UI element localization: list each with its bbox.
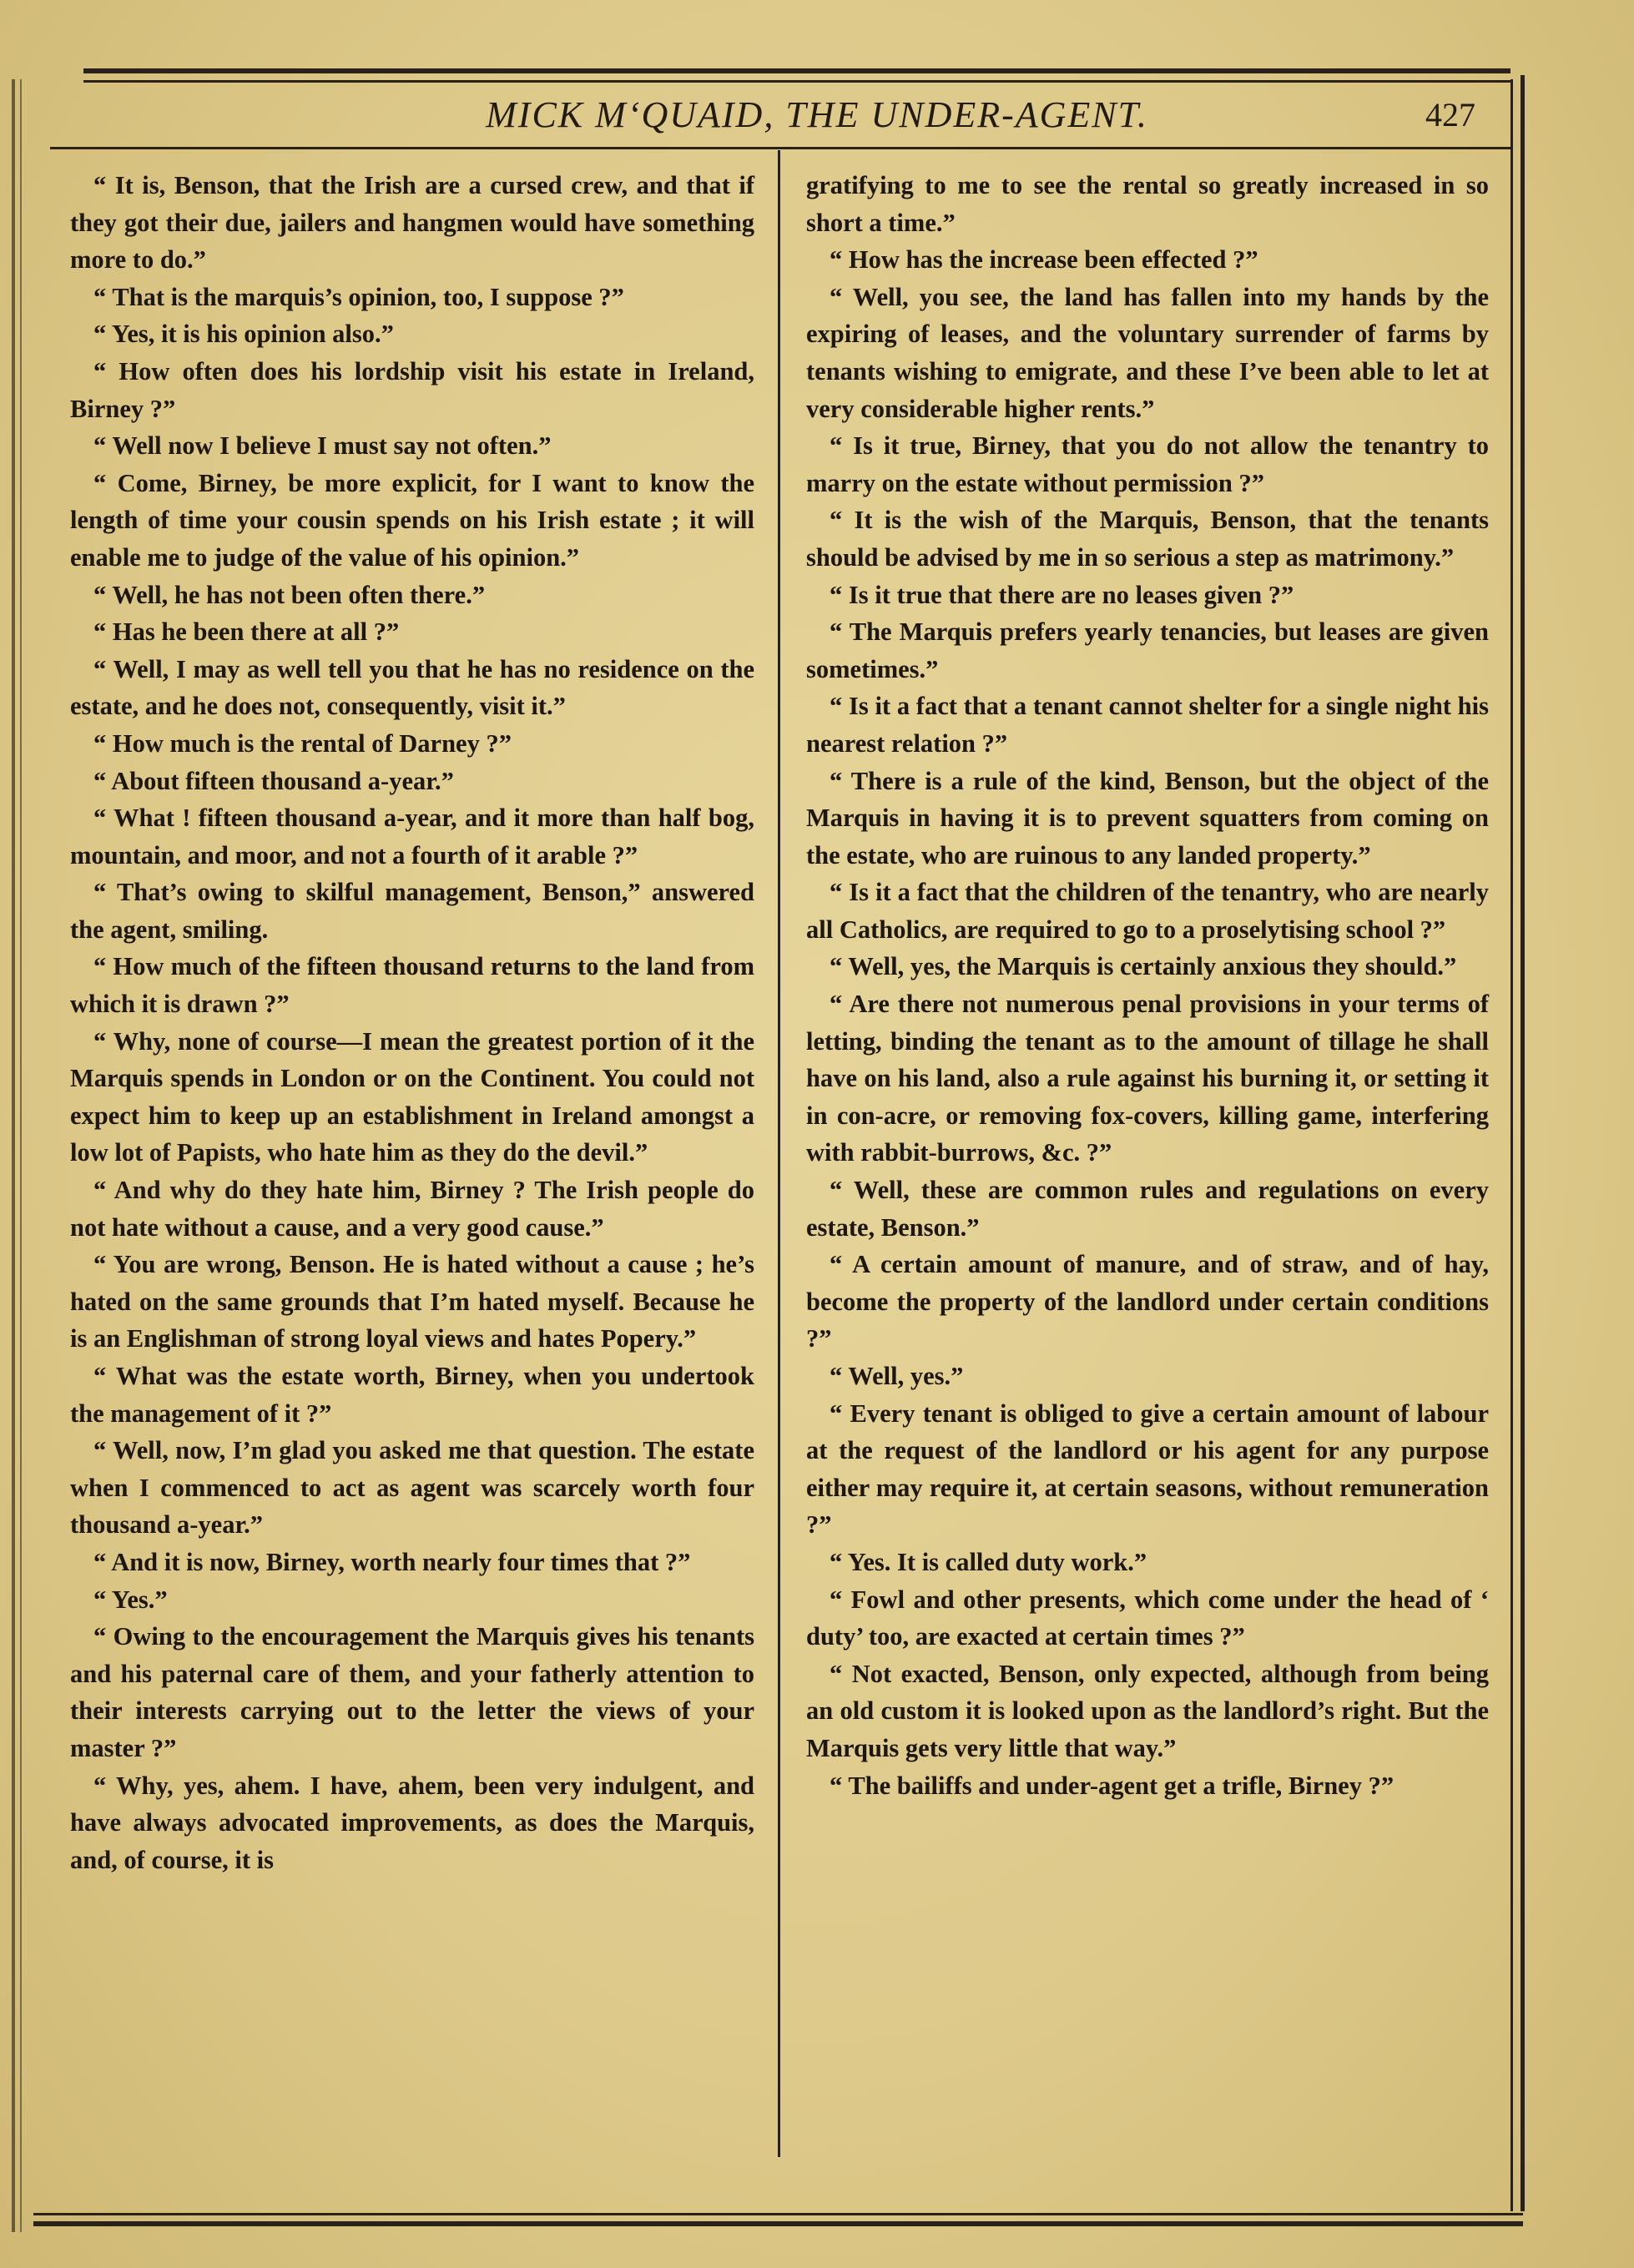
paragraph: “ Is it true that there are no leases given ?” (830, 580, 1294, 609)
running-title: MICK M‘QUAID, THE UNDER-AGENT. (486, 94, 1148, 135)
paragraph: “ Is it a fact that the children of the tenantry, who are nearly all Catholics, are required to go to a proselytising school ?” (806, 878, 1489, 944)
paragraph: “ Has he been there at all ?” (93, 617, 400, 647)
paragraph: “ Is it a fact that a tenant cannot shelter for a single night his nearest relation ?” (806, 692, 1489, 758)
paragraph: “ Well, yes, the Marquis is certainly anxious they should.” (830, 952, 1457, 981)
paragraph: “ How much is the rental of Darney ?” (93, 728, 512, 758)
paragraph: “ Why, none of course—I mean the greatest portion of it the Marquis spends in London or on the Continent. You could not expect him to keep up an establishment in Ireland amongst a low lot of Papists, who hate him as they do the devil.” (70, 1026, 754, 1167)
paragraph: “ Fowl and other presents, which come under the head of ‘ duty’ too, are exacted at certain times ?” (806, 1585, 1489, 1651)
paragraph: “ Yes. It is called duty work.” (830, 1547, 1147, 1576)
paragraph: “ Well, you see, the land has fallen into my hands by the expiring of leases, and the voluntary surrender of farms by tenants wishing to emigrate, and these I’ve been able to let at very considerable higher rents.” (806, 282, 1489, 423)
paragraph: “ What ! fifteen thousand a-year, and it more than half bog, mountain, and moor, and not a fourth of it arable ?” (70, 804, 754, 869)
paragraph: “ Yes, it is his opinion also.” (93, 320, 394, 349)
paragraph: “ Well, these are common rules and regulations on every estate, Benson.” (806, 1176, 1489, 1242)
top-rule-thin (83, 80, 1510, 83)
paragraph: “ Is it true, Birney, that you do not allow the tenantry to marry on the estate without permission ?” (806, 431, 1489, 497)
paragraph: “ Are there not numerous penal provisions in your terms of letting, binding the tenant as to the amount of tillage he shall have on his land, also a rule against his burning it, or setting it in con-acre, or removing fox-covers, killing game, interfering with rabbit-burrows, &c. ?” (806, 990, 1489, 1167)
right-column (806, 167, 1489, 1804)
paragraph: “ Well, yes.” (830, 1362, 964, 1390)
page-number: 427 (1425, 96, 1475, 134)
paragraph: “ Why, yes, ahem. I have, ahem, been very indulgent, and have always advocated improvements, as does the Marquis, and, of course, it is (70, 1771, 754, 1874)
column-divider (778, 150, 780, 2157)
paragraph: “ What was the estate worth, Birney, when you undertook the management of it ?” (70, 1362, 754, 1428)
left-border-inner (20, 79, 22, 2232)
paragraph: “ That’s owing to skilful management, Benson,” answered the agent, smiling. (70, 878, 754, 944)
left-border (12, 79, 15, 2232)
paragraph: “ You are wrong, Benson. He is hated without a cause ; he’s hated on the same grounds that I’m hated myself. Because he is an Englishman of strong loyal views and hates Popery.” (70, 1250, 754, 1353)
top-rule-thick (83, 68, 1510, 73)
paragraph: gratifying to me to see the rental so greatly increased in so short a time.” (806, 171, 1489, 237)
paragraph: “ Well, he has not been often there.” (93, 580, 486, 609)
paragraph: “ How much of the fifteen thousand returns to the land from which it is drawn ?” (70, 952, 754, 1019)
paragraph: “ A certain amount of manure, and of straw, and of hay, become the property of the landlord under certain conditions ?” (806, 1250, 1489, 1353)
right-border-outer (1521, 75, 1525, 2211)
paragraph: “ Every tenant is obliged to give a certain amount of labour at the request of the landlord or his agent for any purpose either may require it, at certain seasons, without remuneration ?” (806, 1399, 1489, 1540)
paragraph: “ That is the marquis’s opinion, too, I suppose ?” (93, 282, 624, 311)
paragraph: “ The Marquis prefers yearly tenancies, but leases are given sometimes.” (806, 617, 1489, 683)
paragraph: “ And why do they hate him, Birney ? The Irish people do not hate without a cause, and a very good cause.” (70, 1176, 754, 1242)
paragraph: “ Yes.” (93, 1585, 168, 1614)
bottom-rule-thick (33, 2221, 1523, 2226)
header-rule (50, 147, 1510, 149)
paragraph: “ The bailiffs and under-agent get a trifle, Birney ?” (830, 1771, 1394, 1800)
right-border-inner (1510, 79, 1513, 2211)
paragraph: “ Well, now, I’m glad you asked me that question. The estate when I commenced to act as agent was scarcely worth four thousand a-year.” (70, 1436, 754, 1540)
paragraph: “ About fifteen thousand a-year.” (93, 766, 454, 795)
left-column (70, 167, 754, 1878)
paragraph: “ There is a rule of the kind, Benson, but the object of the Marquis in having it is to prevent squatters from coming on the estate, who are ruinous to any landed property.” (806, 766, 1489, 869)
paragraph: “ Not exacted, Benson, only expected, although from being an old custom it is looked upon as the landlord’s right. But the Marquis gets very little that way.” (806, 1659, 1489, 1762)
paragraph: “ How has the increase been effected ?” (830, 245, 1258, 275)
paragraph: “ How often does his lordship visit his estate in Ireland, Birney ?” (70, 356, 754, 423)
paragraph: “ Well now I believe I must say not often.” (93, 431, 552, 461)
paragraph: “ Come, Birney, be more explicit, for I want to know the length of time your cousin spends on his Irish estate ; it will enable me to judge of the value of his opinion.” (70, 468, 754, 572)
bottom-rule-thin (33, 2213, 1523, 2215)
paragraph: “ And it is now, Birney, worth nearly four times that ?” (93, 1547, 691, 1576)
paragraph: “ Owing to the encouragement the Marquis gives his tenants and his paternal care of them, and your fatherly attention to their interests carrying out to the letter the views of your master ?” (70, 1622, 754, 1762)
paragraph: “ It is, Benson, that the Irish are a cursed crew, and that if they got their due, jailers and hangmen would have something more to do.” (70, 171, 754, 275)
paragraph: “ Well, I may as well tell you that he has no residence on the estate, and he does not, consequently, visit it.” (70, 654, 754, 721)
paragraph: “ It is the wish of the Marquis, Benson, that the tenants should be advised by me in so serious a step as matrimony.” (806, 506, 1489, 572)
